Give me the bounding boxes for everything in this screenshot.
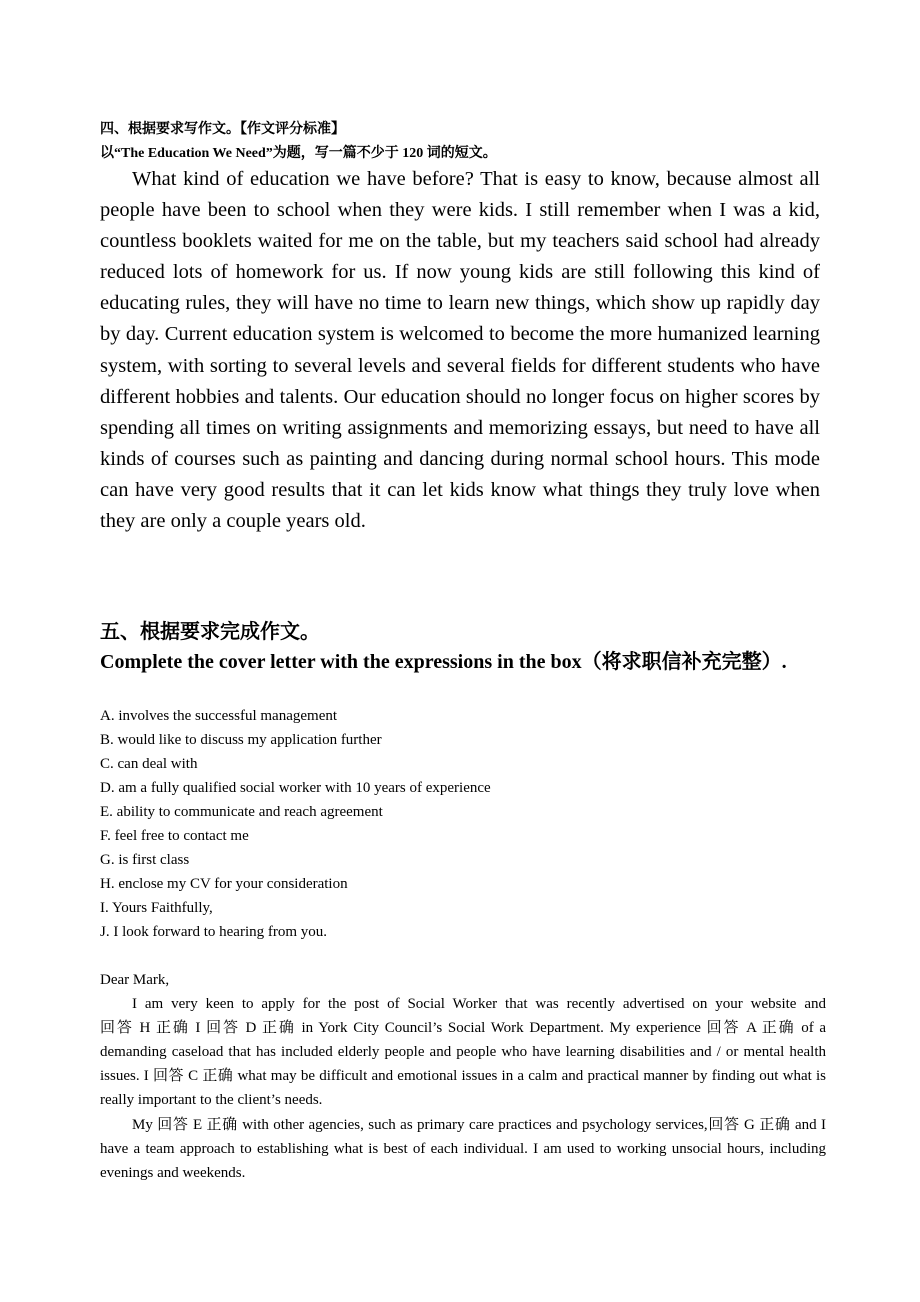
section-4-prompt: 以“The Education We Need”为题，写一篇不少于 120 词的短文。	[100, 146, 497, 161]
letter-paragraph-1	[100, 992, 826, 1112]
answer-feedback: 回答 G 正确	[707, 1116, 791, 1133]
letter-text: of a demanding caseload that has included elderly people and people who have learning disabilities and / or mental health issues. I	[100, 1020, 827, 1085]
option-b: B. would like to discuss my application further	[100, 732, 382, 748]
option-g: G. is first class	[100, 852, 190, 868]
answer-feedback: 回答 A 正确	[706, 1020, 796, 1037]
cover-letter	[100, 968, 826, 1185]
letter-text: and I have a team approach to establishing what is best of each individual. I am used to working unsocial hours, including evenings and weekends.	[100, 1116, 827, 1181]
option-d: D. am a fully qualified social worker with 10 years of experience	[100, 780, 491, 796]
option-c: C. can deal with	[100, 756, 198, 772]
letter-text: with other agencies, such as primary care practices and psychology services,	[237, 1116, 708, 1133]
letter-text: I am very keen to apply for the post of Social Worker that was recently advertised on your website and	[132, 996, 826, 1013]
letter-paragraph-2	[100, 1113, 826, 1185]
option-j: J. I look forward to hearing from you.	[100, 924, 328, 940]
letter-text: My	[132, 1116, 158, 1133]
section-4-heading: 四、根据要求写作文。【作文评分标准】	[100, 122, 345, 137]
option-a: A. involves the successful management	[100, 708, 338, 724]
expression-options-list	[100, 704, 491, 944]
letter-text: what may be difficult and emotional issues in a calm and practical manner by finding out what is really important to the client’s needs.	[100, 1068, 826, 1109]
answer-feedback: 回答 E 正确	[157, 1116, 238, 1133]
section-5-instruction: Complete the cover letter with the expressions in the box（将求职信补充完整）.	[100, 651, 787, 673]
option-h: H. enclose my CV for your consideration	[100, 876, 348, 892]
letter-greeting: Dear Mark,	[100, 972, 170, 988]
answer-feedback: 回答 C 正确	[153, 1068, 234, 1085]
option-f: F. feel free to contact me	[100, 828, 249, 844]
answer-feedback: 回答 D 正确	[206, 1020, 296, 1037]
option-e: E. ability to communicate and reach agreement	[100, 804, 383, 820]
answer-feedback: 回答 H 正确	[100, 1020, 190, 1037]
letter-text: I	[189, 1020, 207, 1037]
section-5-heading: 五、根据要求完成作文。	[100, 621, 320, 643]
sample-essay: What kind of education we have before? That is easy to know, because almost all people have been to school when they were kids. I still remember when I was a kid, countless booklets waited for me on the table, but my teachers said school had already reduced lots of homework for us. If now young kids are still following this kind of educating rules, they will have no time to learn new things, which show up rapidly day by day. Current education system is welcomed to become the more humanized learning system, with sorting to several levels and several fields for different students who have different hobbies and talents. Our education should no longer focus on higher scores by spending all times on writing assignments and memorizing essays, but need to have all kinds of courses such as painting and dancing during normal school hours. This mode can have very good results that it can let kids know what things they truly love when they are only a couple years old.	[100, 168, 820, 533]
option-i: I. Yours Faithfully,	[100, 900, 213, 916]
letter-text: in York City Council’s Social Work Department. My experience	[295, 1020, 707, 1037]
